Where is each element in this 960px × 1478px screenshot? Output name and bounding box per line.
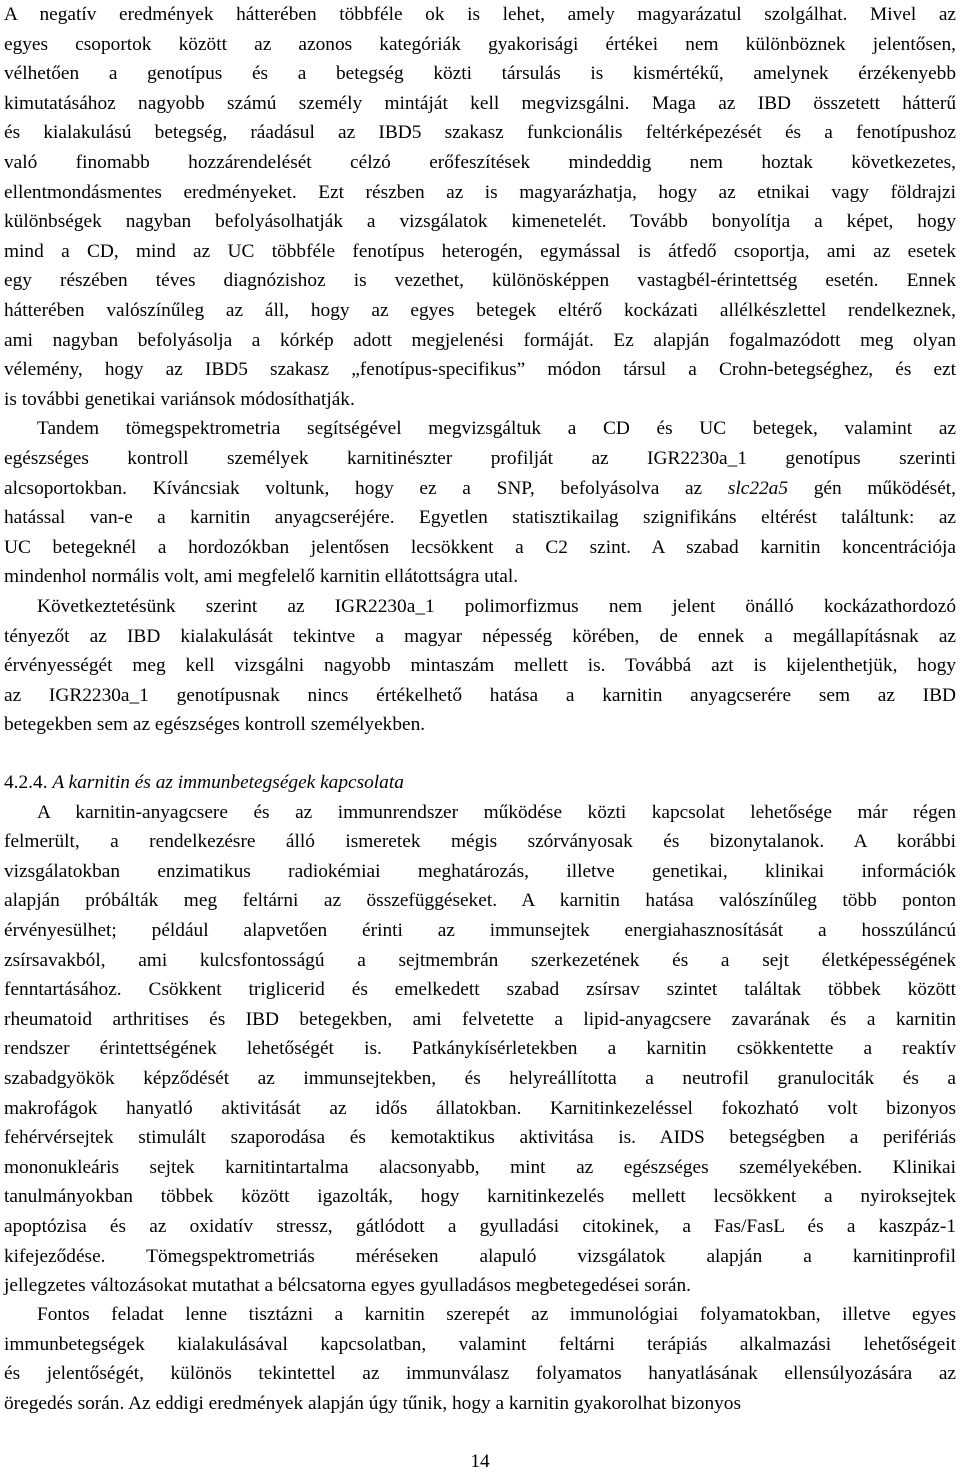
text-line: apoptózisa és az oxidatív stressz, gátlódott a gyulladási citokinek, a Fas/FasL és a kaszpáz-1 xyxy=(4,1215,956,1237)
text-line: mononukleáris sejtek karnitintartalma alacsonyabb, mint az egészséges személyekében. Klinikai xyxy=(4,1156,956,1178)
text-line: betegekben sem az egészséges kontroll személyekben. xyxy=(4,714,426,736)
text-line: alcsoportokban. Kíváncsiak voltunk, hogy ez a SNP, befolyásolva az slc22a5 gén működését, xyxy=(4,477,956,499)
text-line: érvényességét meg kell vizsgálni nagyobb mintaszám mellett is. Továbbá azt is kijelenthetjük, hogy xyxy=(4,655,956,677)
text-line: ami nagyban befolyásolja a kórkép adott megjelenési formáját. Ez alapján fogalmazódott meg olyan xyxy=(4,329,956,351)
text-line: való finomabb hozzárendelését célzó erőfeszítések mindeddig nem hoztak következetes, xyxy=(4,151,956,173)
text-line: vélemény, hogy az IBD5 szakasz „fenotípus-specifikus” módon társul a Crohn-betegséghez, és ezt xyxy=(4,359,956,381)
text-line: különbségek nagyban befolyásolhatják a vizsgálatok kimenetelét. Tovább bonyolítja a képet, hogy xyxy=(4,211,956,233)
text-line: A negatív eredmények hátterében többféle ok is lehet, amely magyarázatul szolgálhat. Mivel az xyxy=(4,4,956,25)
text-line: fenntartásához. Csökkent triglicerid és emelkedett szabad zsírsav szintet találtak többek között xyxy=(4,979,956,1001)
text-line: és kialakulású betegség, ráadásul az IBD5 szakasz funkcionális feltérképezését és a fenotípushoz xyxy=(4,122,956,144)
paragraph-tandem-ms-results xyxy=(4,414,956,592)
section-heading xyxy=(4,768,404,798)
paragraph-genetic-discussion xyxy=(4,0,956,414)
text-line: immunbetegségek kialakulásával kapcsolatban, valamint feltárni terápiás alkalmazási lehetőségeit xyxy=(4,1333,956,1355)
paragraph-future-tasks xyxy=(4,1300,956,1418)
text-line: Fontos feladat lenne tisztázni a karnitin szerepét az immunológiai folyamatokban, illetve egyes xyxy=(37,1304,956,1325)
text-line: fehérvérsejtek stimulált szaporodása és kemotaktikus aktivitása is. AIDS betegségben a perifériás xyxy=(4,1127,956,1149)
text-line: hatással van-e a karnitin anyagcseréjére. Egyetlen statisztikailag szignifikáns eltérést találtunk: az xyxy=(4,507,956,529)
text-line: UC betegeknél a hordozókban jelentősen lecsökkent a C2 szint. A szabad karnitin koncentrációja xyxy=(4,536,956,558)
text-line: Következtetésünk szerint az IGR2230a_1 polimorfizmus nem jelent önálló kockázathordozó xyxy=(37,596,956,617)
text-line: A karnitin-anyagcsere és az immunrendszer működése közti kapcsolat lehetősége már régen xyxy=(37,801,956,823)
text-line: jellegzetes változásokat mutathat a bélcsatorna egyes gyulladásos megbetegedései során. xyxy=(4,1275,691,1297)
text-line: alapján próbálták meg feltárni az összefüggéseket. A karnitin hatása valószínűleg több ponton xyxy=(4,890,956,912)
paragraph-conclusion xyxy=(4,592,956,740)
text-line: mindenhol normális volt, ami megfelelő karnitin ellátottságra utal. xyxy=(4,566,519,588)
text-line: egészséges kontroll személyek karnitinészter profilját az IGR2230a_1 genotípus szerinti xyxy=(4,447,956,469)
text-line: egy részében téves diagnózishoz is vezethet, különösképpen vastagbél-érintettség esetén. Ennek xyxy=(4,270,956,292)
text-line: Tandem tömegspektrometria segítségével megvizsgáltuk a CD és UC betegek, valamint az xyxy=(37,418,956,440)
text-line: mind a CD, mind az UC többféle fenotípus heterogén, egymással is átfedő csoportja, ami az esetek xyxy=(4,240,956,262)
text-line: az IGR2230a_1 genotípusnak nincs értékelhető hatása a karnitin anyagcserére sem az IBD xyxy=(4,684,956,706)
text-line: rendszer érintettségének lehetőségét is. Patkánykísérletekben a karnitin csökkentette a reaktív xyxy=(4,1038,956,1060)
section-number: 4.2.4. xyxy=(4,772,48,793)
text-line: egyes csoportok között az azonos kategóriák gyakorisági értékei nem különböznek jelentősen, xyxy=(4,33,956,55)
section-title: A karnitin és az immunbetegségek kapcsolata xyxy=(52,772,404,793)
text-line: kifejeződése. Tömegspektrometriás méréseken alapuló vizsgálatok alapján a karnitinprofil xyxy=(4,1245,956,1267)
text-line: is további genetikai variánsok módosíthatják. xyxy=(4,388,355,410)
text-line: zsírsavakból, ami kulcsfontosságú a sejtmembrán szerkezetének és a sejt életképességének xyxy=(4,949,956,971)
text-line: szabadgyökök képződését az immunsejtekben, és helyreállította a neutrofil granulociták és a xyxy=(4,1067,956,1089)
text-line: rheumatoid arthritises és IBD betegekben, ami felvetette a lipid-anyagcsere zavarának és a karnitin xyxy=(4,1008,956,1030)
text-line: vélhetően a genotípus és a betegség közti társulás is kismértékű, amelynek érzékenyebb xyxy=(4,63,956,85)
page-number: 14 xyxy=(470,1451,490,1472)
text-line: ellentmondásmentes eredményeket. Ezt részben az is magyarázhatja, hogy az etnikai vagy földrajzi xyxy=(4,181,956,203)
text-line: vizsgálatokban enzimatikus radiokémiai meghatározás, illetve genetikai, klinikai információk xyxy=(4,860,956,882)
text-line: hátterében valószínűleg az áll, hogy az egyes betegek eltérő kockázati allélkészlettel rendelkeznek, xyxy=(4,299,956,321)
text-line: tanulmányokban többek között igazolták, hogy karnitinkezelés mellett lecsökkent a nyiroksejtek xyxy=(4,1186,956,1208)
text-line: tényezőt az IBD kialakulását tekintve a magyar népesség körében, de ennek a megállapításnak az xyxy=(4,625,956,647)
text-line: kimutatásához nagyobb számú személy mintáját kell megvizsgálni. Maga az IBD összetett hátterű xyxy=(4,92,956,114)
text-line: makrofágok hanyatló aktivitását az idős állatokban. Karnitinkezeléssel fokozható volt bizonyos xyxy=(4,1097,956,1119)
text-line: felmerült, a rendelkezésre álló ismeretek mégis szórványosak és bizonytalanok. A korábbi xyxy=(4,831,956,853)
text-line: érvényesülhet; például alapvetően érinti az immunsejtek energiahasznosítását a hosszúláncú xyxy=(4,919,956,941)
text-line: öregedés során. Az eddigi eredmények alapján úgy tűnik, hogy a karnitin gyakorolhat bizonyos xyxy=(4,1392,742,1414)
paragraph-carnitine-immune xyxy=(4,798,956,1301)
text-line: és jelentőségét, különös tekintettel az immunválasz folyamatos hanyatlásának ellensúlyozására az xyxy=(4,1363,956,1385)
